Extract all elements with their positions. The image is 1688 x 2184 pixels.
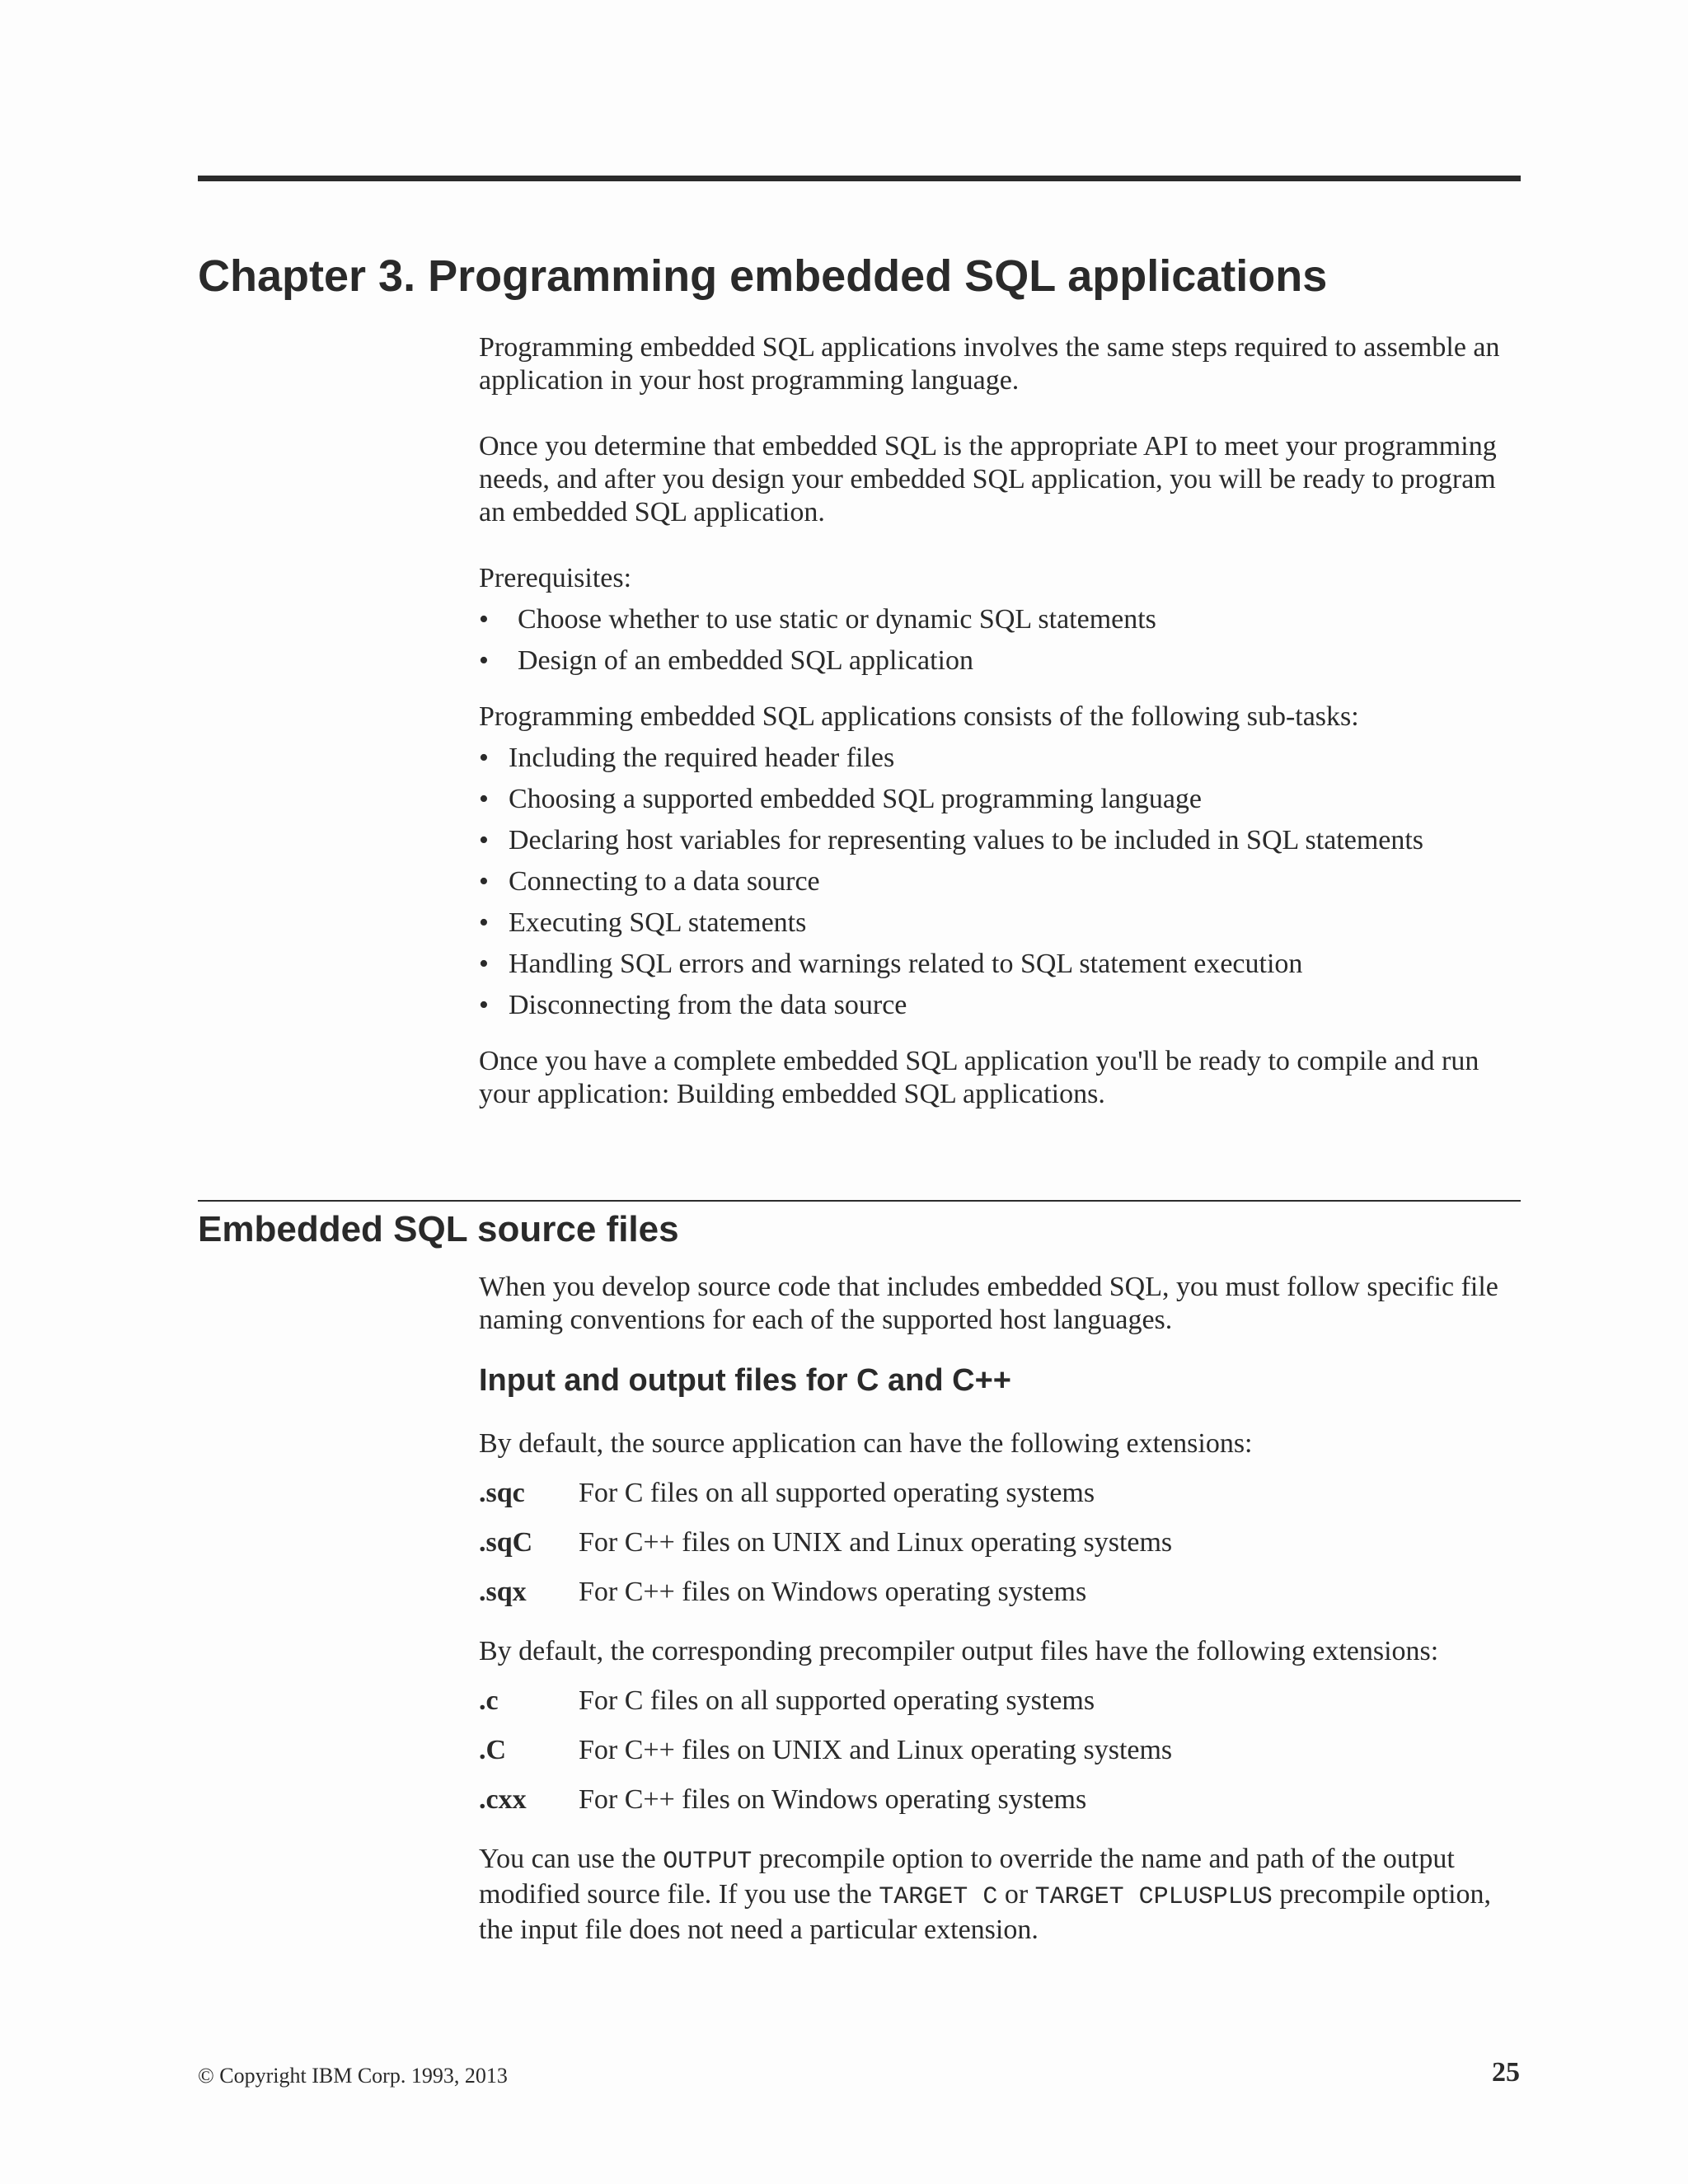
section-title: Embedded SQL source files — [198, 1209, 679, 1249]
subtask-list — [479, 742, 1526, 1022]
ext-row — [479, 1734, 1526, 1767]
output-ext-list — [479, 1685, 1526, 1816]
subsection-title: Input and output files for C and C++ — [479, 1363, 1011, 1398]
list-item: • Connecting to a data source — [479, 866, 820, 897]
ext-name: .sqC — [479, 1527, 533, 1558]
ext-desc: For C++ files on Windows operating systems — [579, 1577, 1087, 1607]
footer-copyright: © Copyright IBM Corp. 1993, 2013 — [198, 2064, 508, 2088]
code-target-c: TARGET C — [879, 1883, 998, 1911]
list-item: • Declaring host variables for representing values to be included in SQL statements — [479, 825, 1424, 855]
final-paragraph: You can use the OUTPUT precompile option to override the name and path of the output modified source file. If you use the TARGET C or TARGET CPLUSPLUS precompile option, the input file does not need a particular extension. — [479, 1844, 1492, 1945]
list-item: • Design of an embedded SQL application — [479, 645, 973, 676]
section-intro: When you develop source code that includes embedded SQL, you must follow specific file naming conventions for each of the supported host languages. — [479, 1272, 1498, 1335]
section-body — [479, 1271, 1526, 1947]
code-output: OUTPUT — [663, 1848, 753, 1876]
ext-desc: For C++ files on UNIX and Linux operating systems — [579, 1735, 1173, 1765]
list-item: • Disconnecting from the data source — [479, 990, 907, 1020]
input-intro: By default, the source application can have the following extensions: — [479, 1428, 1253, 1459]
ext-name: .c — [479, 1685, 499, 1716]
code-target-cplusplus: TARGET CPLUSPLUS — [1034, 1883, 1273, 1911]
list-item: • Choose whether to use static or dynamic SQL statements — [479, 604, 1156, 635]
ext-desc: For C++ files on Windows operating systems — [579, 1784, 1087, 1815]
chapter-body — [479, 331, 1526, 1111]
chapter-title: Chapter 3. Programming embedded SQL applications — [198, 251, 1328, 301]
list-item: • Including the required header files — [479, 743, 895, 773]
ext-row — [479, 1783, 1526, 1816]
subtasks-intro: Programming embedded SQL applications consists of the following sub-tasks: — [479, 701, 1359, 732]
chapter-intro: Programming embedded SQL applications involves the same steps required to assemble an application in your host programming language. — [479, 332, 1500, 396]
chapter-para2: Once you determine that embedded SQL is the appropriate API to meet your programming needs, and after you design your embedded SQL application, you will be ready to program an embedded SQL application. — [479, 431, 1497, 527]
list-item: • Choosing a supported embedded SQL programming language — [479, 784, 1203, 814]
section-rule — [198, 1200, 1521, 1202]
ext-name: .C — [479, 1735, 507, 1765]
output-intro: By default, the corresponding precompiler output files have the following extensions: — [479, 1636, 1439, 1666]
ext-row — [479, 1685, 1526, 1718]
prereq-list — [479, 603, 1526, 677]
ext-name: .sqx — [479, 1577, 527, 1607]
ext-name: .cxx — [479, 1784, 527, 1815]
chapter-closing: Once you have a complete embedded SQL application you'll be ready to compile and run your application: Building embedded SQL applications. — [479, 1046, 1479, 1109]
ext-desc: For C files on all supported operating systems — [579, 1685, 1095, 1716]
ext-desc: For C files on all supported operating systems — [579, 1478, 1095, 1508]
ext-name: .sqc — [479, 1478, 525, 1508]
list-item: • Handling SQL errors and warnings related to SQL statement execution — [479, 949, 1303, 979]
input-ext-list — [479, 1477, 1526, 1609]
ext-row — [479, 1526, 1526, 1559]
prereq-label: Prerequisites: — [479, 563, 632, 593]
list-item: • Executing SQL statements — [479, 907, 807, 938]
ext-row — [479, 1477, 1526, 1510]
top-rule — [198, 176, 1521, 181]
page-number: 25 — [1492, 2057, 1520, 2088]
ext-row — [479, 1576, 1526, 1609]
ext-desc: For C++ files on UNIX and Linux operating systems — [579, 1527, 1173, 1558]
